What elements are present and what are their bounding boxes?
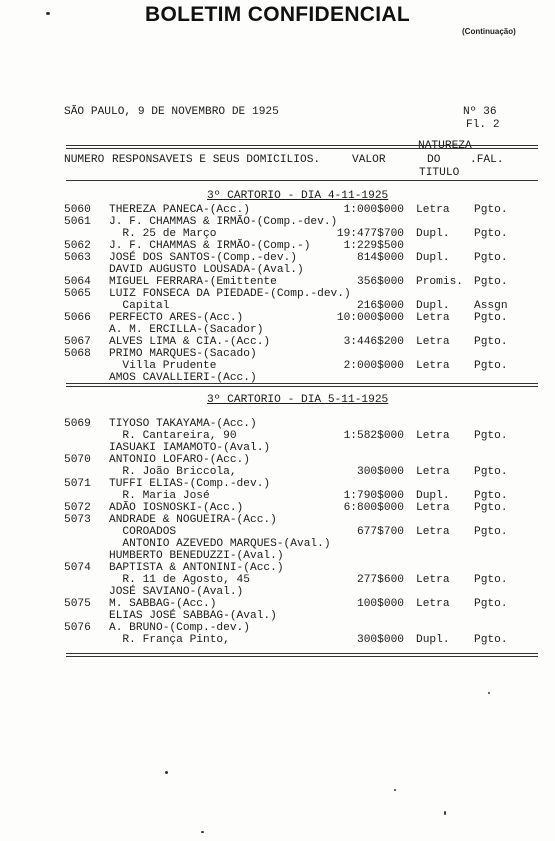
section-heading: 3º CARTORIO - DIA 5-11-1925 (207, 394, 389, 406)
entry-party: Villa Prudente (109, 360, 217, 372)
entry-party: IASUAKI IAMAMOTO-(Aval.) (109, 442, 271, 454)
entry-status: Pgto. (474, 360, 508, 372)
entry-status: Pgto. (474, 276, 508, 288)
entry-title-type: Letra (416, 574, 450, 586)
entry-party: JOSÉ DOS SANTOS-(Comp.-dev.) (109, 252, 297, 264)
entry-party: LUIZ FONSECA DA PIEDADE-(Comp.-dev.) (109, 288, 351, 300)
column-responsaveis: RESPONSAVEIS E SEUS DOMICILIOS. (112, 154, 321, 166)
entry-status: Pgto. (474, 252, 508, 264)
entry-value: 300$000 (357, 634, 404, 646)
column-numero: NUMERO (64, 154, 105, 166)
entry-number: 5070 (64, 454, 91, 466)
footer-rule-double (66, 656, 538, 657)
section-heading: 3º CARTORIO - DIA 4-11-1925 (207, 190, 389, 202)
entry-title-type: Letra (416, 204, 450, 216)
scan-speck (201, 831, 204, 833)
entry-party: ANTONIO AZEVEDO MARQUES-(Aval.) (109, 538, 331, 550)
entry-party: R. João Briccola, (109, 466, 237, 478)
entry-party: AMOS CAVALLIERI-(Acc.) (109, 372, 257, 384)
entry-party: ANTONIO LOFARO-(Acc.) (109, 454, 250, 466)
continuation-note: (Continuação) (462, 27, 516, 36)
entry-value: 100$000 (357, 598, 404, 610)
entry-value: 6:800$000 (343, 502, 404, 514)
section-rule (66, 383, 538, 384)
entry-title-type: Letra (416, 360, 450, 372)
entry-value: 300$000 (357, 466, 404, 478)
entry-party: COROADOS (109, 526, 177, 538)
entry-value: 1:229$500 (343, 240, 404, 252)
entry-party: J. F. CHAMMAS & IRMÃO-(Comp.-dev.) (109, 216, 338, 228)
entry-value: 2:000$000 (343, 360, 404, 372)
entry-title-type: Dupl. (416, 252, 450, 264)
place-date: SÃO PAULO, 9 DE NOVEMBRO DE 1925 (64, 106, 279, 118)
entry-party: ALVES LIMA & CIA.-(Acc.) (109, 336, 271, 348)
entry-party: J. F. CHAMMAS & IRMÃO-(Comp.-) (109, 240, 311, 252)
entry-value: 1:790$000 (343, 490, 404, 502)
section-rule-double (66, 386, 538, 387)
entry-value: 277$600 (357, 574, 404, 586)
entry-status: Pgto. (474, 490, 508, 502)
entry-number: 5071 (64, 478, 91, 490)
column-valor: VALOR (352, 154, 386, 166)
entry-title-type: Letra (416, 502, 450, 514)
entry-value: 10:000$000 (336, 312, 404, 324)
entry-party: A. BRUNO-(Comp.-dev.) (109, 622, 250, 634)
scan-speck (444, 811, 446, 815)
entry-title-type: Letra (416, 430, 450, 442)
entry-number: 5072 (64, 502, 91, 514)
entry-party: PRIMO MARQUES-(Sacado) (109, 348, 257, 360)
entry-title-type: Letra (416, 526, 450, 538)
entry-status: Pgto. (474, 634, 508, 646)
entry-party: BAPTISTA & ANTONINI-(Acc.) (109, 562, 284, 574)
entry-number: 5066 (64, 312, 91, 324)
entry-number: 5074 (64, 562, 91, 574)
entry-title-type: Letra (416, 312, 450, 324)
entry-title-type: Letra (416, 598, 450, 610)
entry-party: R. 25 de Março (109, 228, 217, 240)
sheet-number: Fl. 2 (466, 119, 500, 131)
entry-party: ADÃO IOSNOSKI-(Acc.) (109, 502, 244, 514)
entry-title-type: Letra (416, 466, 450, 478)
entry-status: Pgto. (474, 312, 508, 324)
entry-title-type: Dupl. (416, 300, 450, 312)
entry-status: Pgto. (474, 466, 508, 478)
column-natureza: NATUREZA (418, 140, 472, 152)
entry-number: 5076 (64, 622, 91, 634)
entry-title-type: Promis. (416, 276, 463, 288)
entry-title-type: Dupl. (416, 634, 450, 646)
entry-value: 1:000$000 (343, 204, 404, 216)
entry-party: TIYOSO TAKAYAMA-(Acc.) (109, 418, 257, 430)
entry-party: DAVID AUGUSTO LOUSADA-(Aval.) (109, 264, 304, 276)
entry-status: Pgto. (474, 502, 508, 514)
entry-value: 19:477$700 (336, 228, 404, 240)
entry-number: 5073 (64, 514, 91, 526)
entry-number: 5060 (64, 204, 91, 216)
entry-number: 5069 (64, 418, 91, 430)
entry-party: R. Cantareira, 90 (109, 430, 237, 442)
entry-number: 5064 (64, 276, 91, 288)
entry-party: THEREZA PANECA-(Acc.) (109, 204, 250, 216)
column-natureza-titulo: TITULO (419, 167, 460, 179)
entry-value: 3:446$200 (343, 336, 404, 348)
entry-party: A. M. ERCILLA-(Sacador) (109, 324, 264, 336)
page-title: BOLETIM CONFIDENCIAL (145, 3, 410, 26)
entry-number: 5065 (64, 288, 91, 300)
entry-number: 5061 (64, 216, 91, 228)
entry-party: PERFECTO ARES-(Acc.) (109, 312, 244, 324)
entry-value: 814$000 (357, 252, 404, 264)
entry-number: 5075 (64, 598, 91, 610)
entry-party: R. 11 de Agosto, 45 (109, 574, 250, 586)
entry-status: Pgto. (474, 336, 508, 348)
entry-status: Assgn (474, 300, 508, 312)
entry-status: Pgto. (474, 526, 508, 538)
entry-title-type: Dupl. (416, 490, 450, 502)
entry-value: 677$700 (357, 526, 404, 538)
scan-speck (394, 789, 396, 791)
entry-status: Pgto. (474, 204, 508, 216)
column-fal: .FAL. (470, 154, 504, 166)
entry-value: 216$000 (357, 300, 404, 312)
header-rule-bottom (66, 180, 538, 181)
entry-party: R. França Pinto, (109, 634, 230, 646)
entry-number: 5062 (64, 240, 91, 252)
entry-party: ELIAS JOSÉ SABBAG-(Aval.) (109, 610, 277, 622)
bulletin-number: Nº 36 (463, 106, 497, 118)
entry-party: Capital (109, 300, 170, 312)
scan-speck (488, 692, 490, 694)
entry-value: 356$000 (357, 276, 404, 288)
entry-party: R. Maria José (109, 490, 210, 502)
entry-status: Pgto. (474, 598, 508, 610)
entry-status: Pgto. (474, 574, 508, 586)
entry-status: Pgto. (474, 228, 508, 240)
entry-party: M. SABBAG-(Acc.) (109, 598, 217, 610)
entry-party: ANDRADE & NOGUEIRA-(Acc.) (109, 514, 277, 526)
entry-number: 5063 (64, 252, 91, 264)
entry-title-type: Dupl. (416, 228, 450, 240)
entry-status: Pgto. (474, 430, 508, 442)
entry-party: TUFFI ELIAS-(Comp.-dev.) (109, 478, 271, 490)
entry-title-type: Letra (416, 336, 450, 348)
footer-rule (66, 653, 538, 654)
entry-party: HUMBERTO BENEDUZZI-(Aval.) (109, 550, 284, 562)
scan-speck (46, 12, 50, 15)
scan-speck (165, 771, 168, 774)
entry-number: 5068 (64, 348, 91, 360)
entry-number: 5067 (64, 336, 91, 348)
entry-value: 1:582$000 (343, 430, 404, 442)
entry-party: MIGUEL FERRARA-(Emittente (109, 276, 277, 288)
column-natureza-do: DO (427, 154, 441, 166)
entry-party: JOSÉ SAVIANO-(Aval.) (109, 586, 244, 598)
